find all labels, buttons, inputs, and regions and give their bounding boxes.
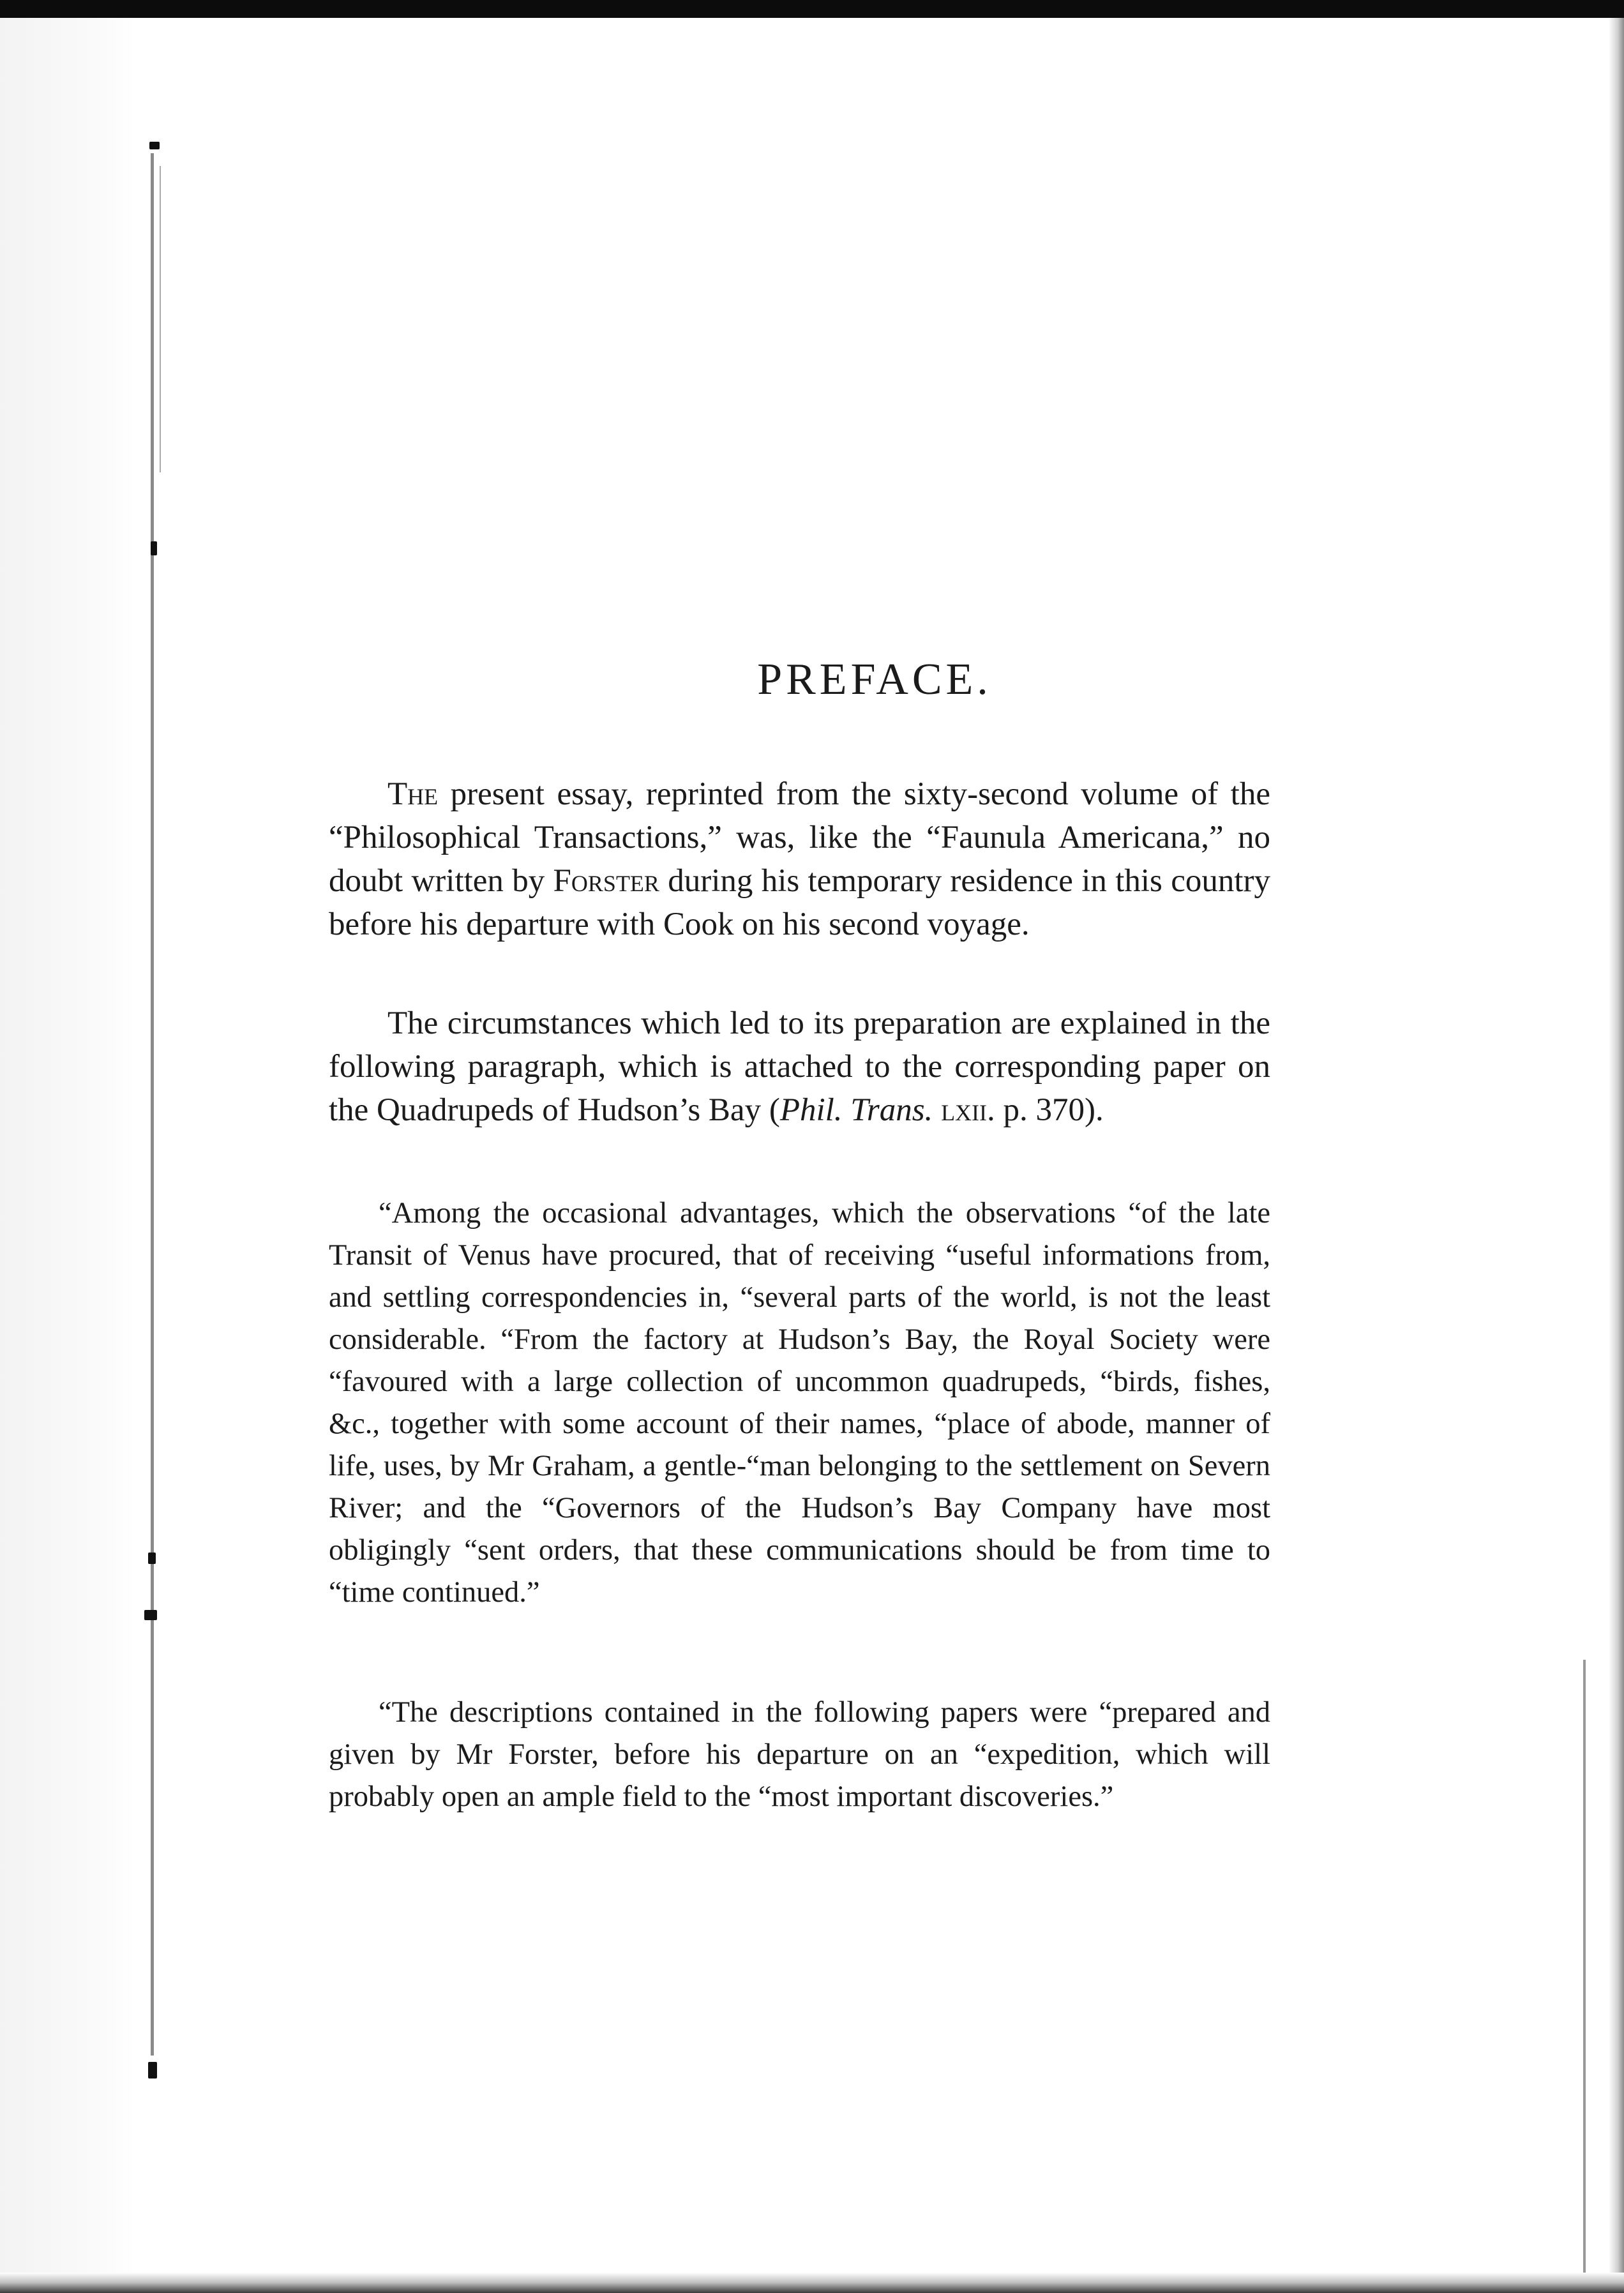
scan-right-rule — [1583, 1660, 1586, 2273]
quoted-paragraph-transit: “Among the occasional advantages, which the observations “of the late Transit of Venus have procured, that of receiving “useful informations from, and settling correspondencies in, “several parts of the world, is not the least considerable. “From the factory at Hudson’s Bay, the Royal Society were “favoured with a large collection of uncommon quadrupeds, “birds, fishes, &c., together with some account of their names, “place of abode, manner of life, uses, by Mr Graham, a gentle-“man belonging to the settlement on Severn River; and the “Governors of the Hudson’s Bay Company have most obligingly “sent orders, that these communications should be from time to “time continued.” — [329, 1197, 1270, 1609]
gutter-mark — [148, 2062, 157, 2079]
gutter-mark — [144, 1610, 157, 1620]
scan-top-edge — [0, 0, 1624, 18]
citation-volume: lxii — [933, 1092, 988, 1128]
scan-left-shadow — [0, 18, 134, 2293]
lead-word: The — [387, 776, 439, 812]
gutter-mark — [149, 142, 160, 149]
paragraph-circumstances — [329, 1002, 1270, 1132]
scan-right-edge — [1609, 18, 1624, 2293]
citation-journal: Phil. Trans. — [779, 1092, 933, 1128]
gutter-mark — [148, 1552, 156, 1564]
paragraph-circumstances-text-2: . p. 370). — [987, 1092, 1104, 1128]
author-name: Forster — [553, 863, 659, 899]
gutter-mark — [151, 541, 157, 555]
page-title: PREFACE. — [757, 655, 992, 704]
paragraph-intro-text-2: during his temporary residence in this country before his departure with Cook on his second voyage. — [329, 863, 1270, 942]
paragraph-intro-text-1: present essay, reprinted from the sixty-second volume of the “Philosophical Transactions,” was, like the “Faunula Americana,” no doubt written by — [329, 776, 1270, 899]
quoted-paragraph-descriptions: “The descriptions contained in the following papers were “prepared and given by Mr Forster, before his departure on an “expedition, which will probably open an ample field to the “most important discoveries.” — [329, 1696, 1270, 1813]
scan-bottom-edge — [0, 2273, 1624, 2293]
binding-gutter-line-secondary — [160, 166, 161, 472]
paragraph-circumstances-text-1: The circumstances which led to its preparation are explained in the following paragraph, which is attached to the corresponding paper on the Quadrupeds of Hudson’s Bay ( — [329, 1005, 1270, 1128]
binding-gutter-line — [151, 153, 154, 2056]
paragraph-intro — [329, 772, 1270, 946]
